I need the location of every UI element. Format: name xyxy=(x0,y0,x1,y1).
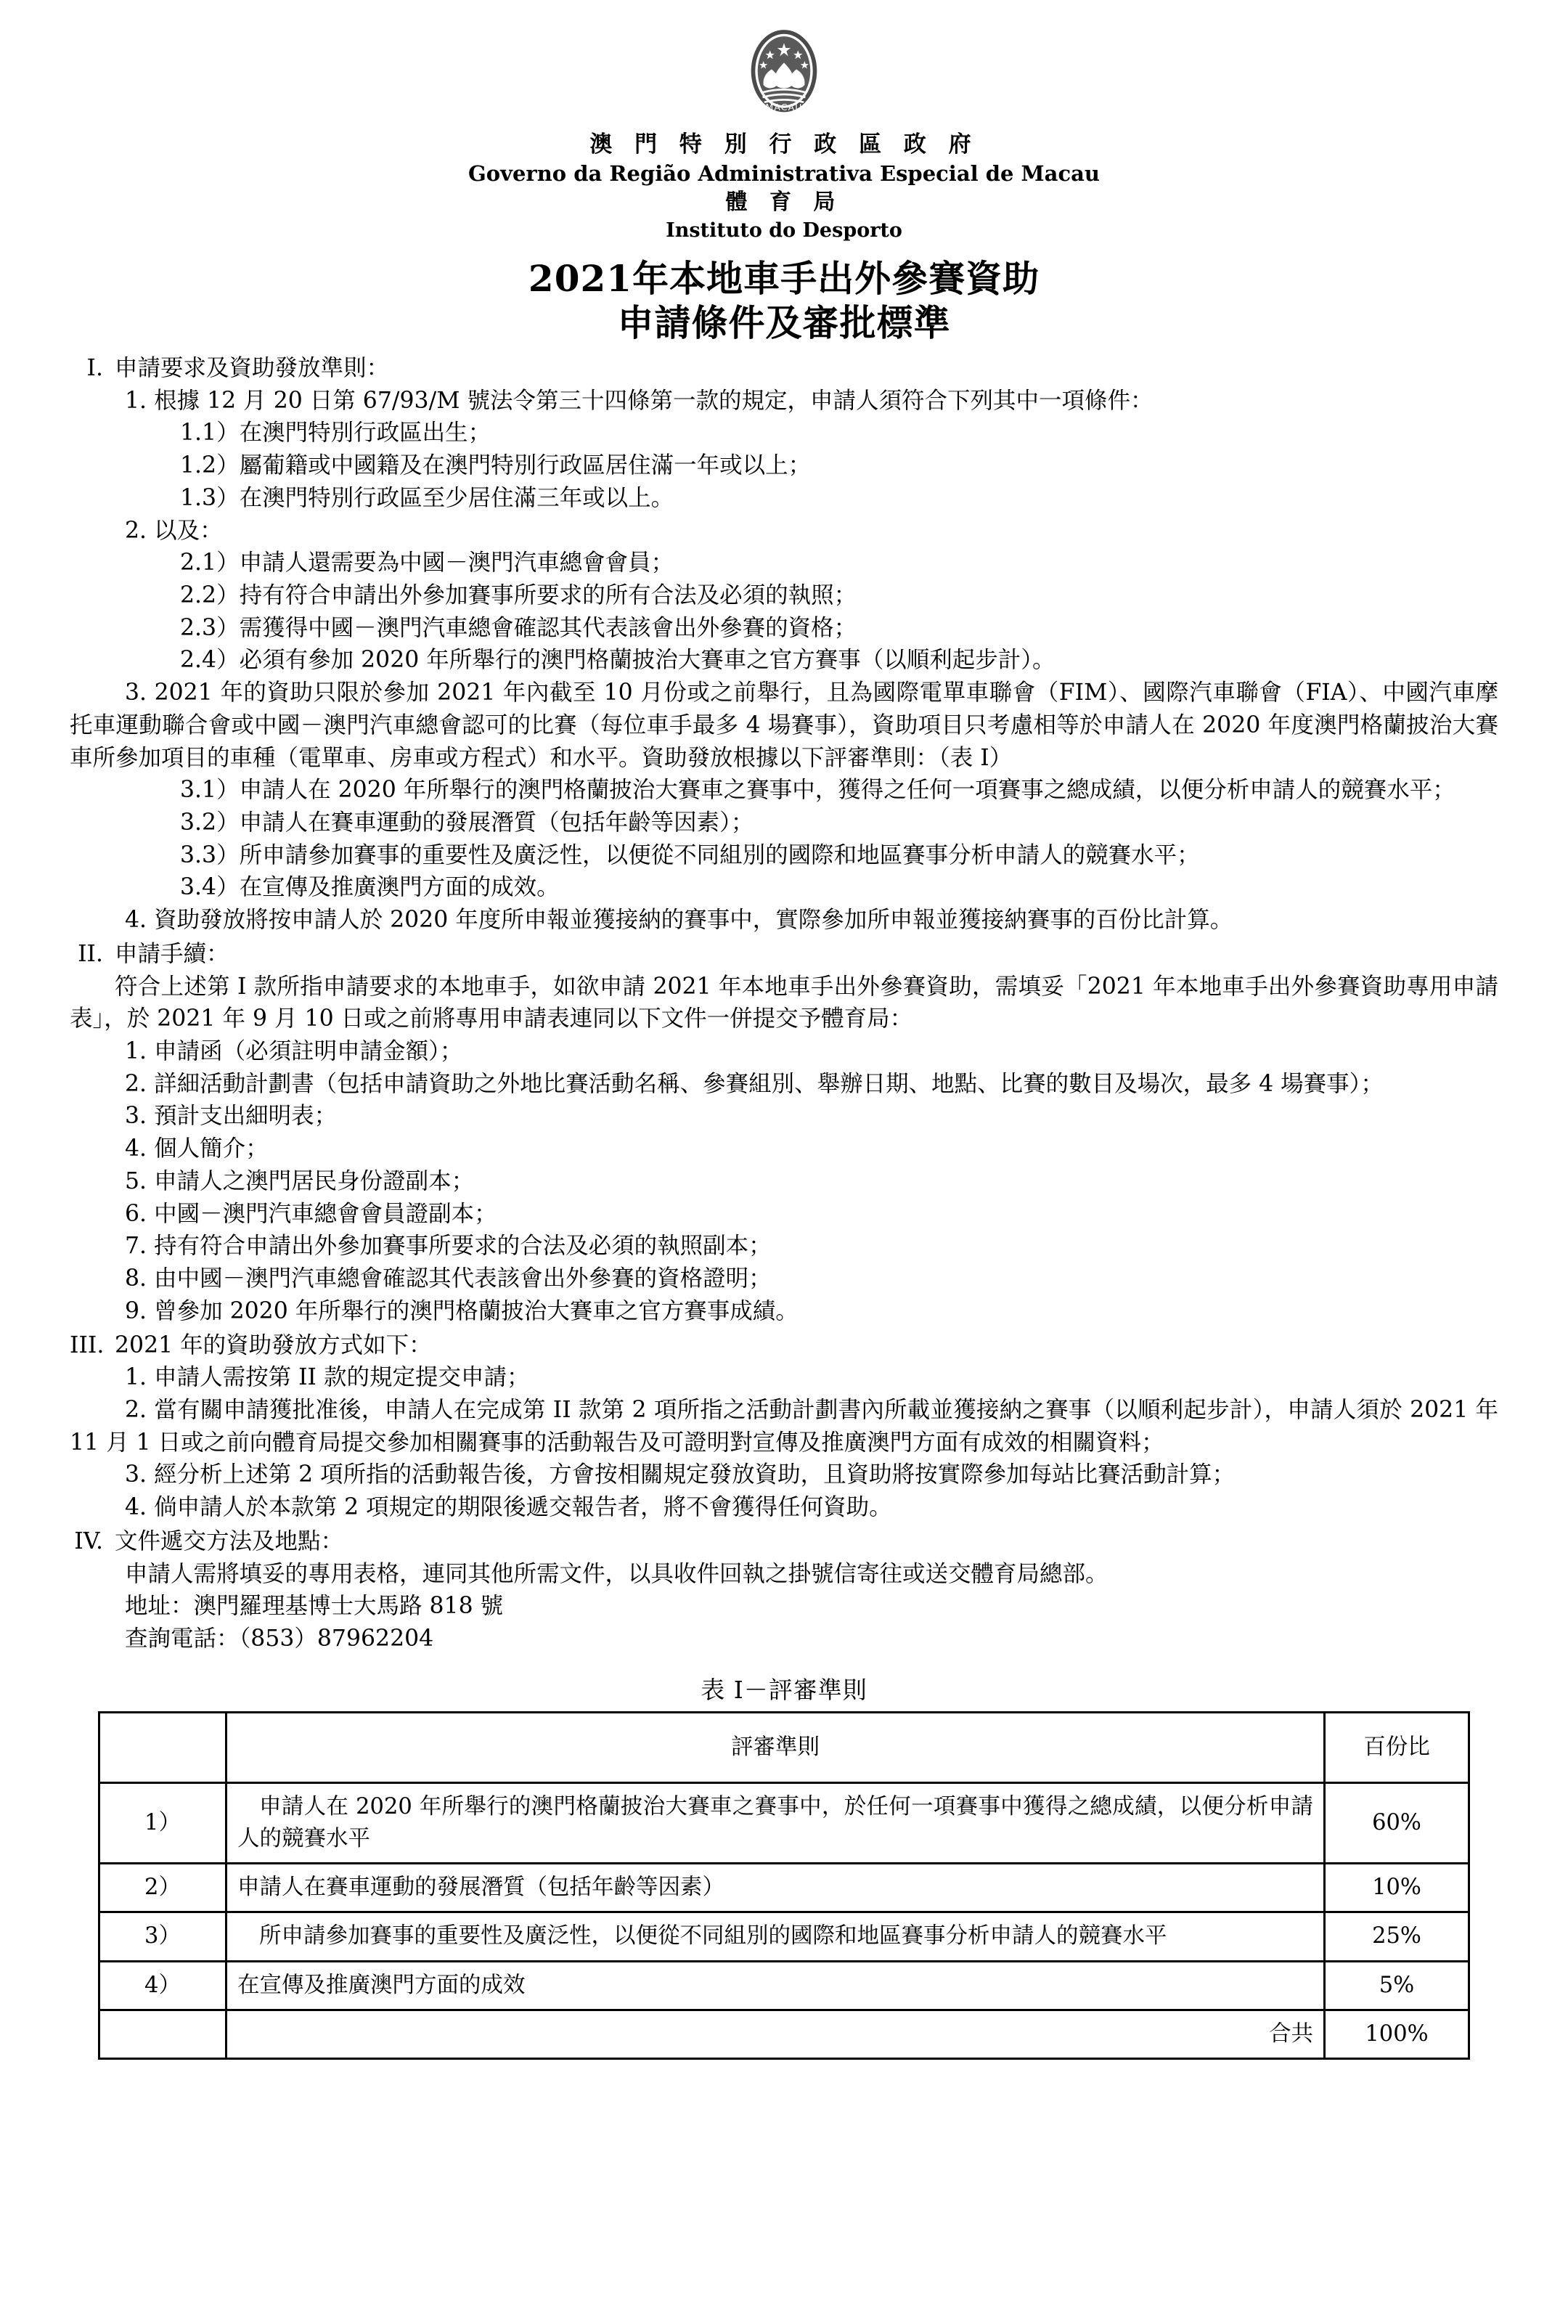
section-2 xyxy=(70,938,1498,971)
total-index-empty xyxy=(99,2010,226,2058)
section-1 xyxy=(70,352,1498,385)
svg-text:MACAU: MACAU xyxy=(765,102,803,113)
section-4-phone: 查詢電話：（853）87962204 xyxy=(125,1625,434,1652)
row-index: 2） xyxy=(99,1864,226,1912)
section-2-heading: 申請手續： xyxy=(115,940,229,967)
row-percent: 25% xyxy=(1325,1912,1469,1961)
section-4-address: 地址：澳門羅理基博士大馬路 818 號 xyxy=(125,1593,504,1620)
section-1-item-2-2: 2.2）持有符合申請出外參加賽事所要求的所有合法及必須的執照； xyxy=(180,582,857,608)
section-3-item-2: 2. 當有關申請獲批准後，申請人在完成第 II 款第 2 項所指之活動計劃書內所載並獲接納之賽事（以順利起步計），申請人須於 2021 年 11 月 1 日或之前向體育局提交參加相關賽事的活動報告及可證明對宣傳及推廣澳門方面有成效的相關資料； xyxy=(70,1396,1498,1456)
department-name-cn: 體 育 局 xyxy=(725,189,843,216)
section-1-item-2-4: 2.4）必須有參加 2020 年所舉行的澳門格蘭披治大賽車之官方賽事（以順利起步計）。 xyxy=(180,647,1055,674)
section-2-doc-9: 9. 曾參加 2020 年所舉行的澳門格蘭披治大賽車之官方賽事成績。 xyxy=(125,1297,799,1324)
table-header-percent: 百份比 xyxy=(1325,1712,1469,1782)
section-3-number: III. xyxy=(70,1332,105,1358)
department-name-pt: Instituto do Desporto xyxy=(666,219,902,242)
section-3-heading: 2021 年的資助發放方式如下： xyxy=(115,1332,432,1358)
section-3-item-3: 3. 經分析上述第 2 項所指的活動報告後，方會按相關規定發放資助，且資助將按實際參加每站比賽活動計算； xyxy=(125,1461,1236,1488)
row-percent: 5% xyxy=(1325,1961,1469,2010)
section-2-intro: 符合上述第 I 款所指申請要求的本地車手，如欲申請 2021 年本地車手出外參賽資助，需填妥「2021 年本地車手出外參賽資助專用申請表」，於 2021 年 9 月 10 日或之前將專用申請表連同以下文件一併提交予體育局： xyxy=(70,973,1498,1032)
section-4-number: IV. xyxy=(74,1528,103,1554)
criteria-table xyxy=(98,1711,1470,2060)
section-2-doc-2: 2. 詳細活動計劃書（包括申請資助之外地比賽活動名稱、參賽組別、舉辦日期、地點、比賽的數目及場次，最多 4 場賽事）； xyxy=(125,1070,1384,1097)
row-criteria: 所申請參加賽事的重要性及廣泛性，以便從不同組別的國際和地區賽事分析申請人的競賽水平 xyxy=(226,1912,1325,1961)
section-2-doc-1: 1. 申請函（必須註明申請金額）； xyxy=(125,1038,463,1065)
row-index: 4） xyxy=(99,1961,226,2010)
section-1-item-1-1: 1.1）在澳門特別行政區出生； xyxy=(180,420,491,447)
section-2-doc-8: 8. 由中國－澳門汽車總會確認其代表該會出外參賽的資格證明； xyxy=(125,1265,772,1292)
document-body xyxy=(70,352,1498,1655)
section-1-item-3-2: 3.2）申請人在賽車運動的發展潛質（包括年齡等因素）； xyxy=(180,810,754,836)
section-1-item-2: 2. 以及： xyxy=(125,517,223,544)
section-3-item-4: 4. 倘申請人於本款第 2 項規定的期限後遞交報告者，將不會獲得任何資助。 xyxy=(125,1494,892,1521)
section-1-item-3-4: 3.4）在宣傳及推廣澳門方面的成效。 xyxy=(180,874,560,901)
section-2-doc-3: 3. 預計支出細明表； xyxy=(125,1103,338,1130)
section-1-item-4: 4. 資助發放將按申請人於 2020 年度所申報並獲接納的賽事中，實際參加所申報並獲接納賽事的百份比計算。 xyxy=(125,907,1233,934)
total-label: 合共 xyxy=(226,2010,1325,2058)
macau-sar-emblem-icon xyxy=(735,23,833,122)
section-1-item-1-2: 1.2）屬葡籍或中國籍及在澳門特別行政區居住滿一年或以上； xyxy=(180,452,812,479)
table-header-row xyxy=(99,1712,1469,1782)
row-criteria: 在宣傳及推廣澳門方面的成效 xyxy=(226,1961,1325,2010)
section-2-doc-6: 6. 中國－澳門汽車總會會員證副本； xyxy=(125,1200,497,1227)
section-3-item-1: 1. 申請人需按第 II 款的規定提交申請； xyxy=(125,1364,530,1391)
section-1-item-2-3: 2.3）需獲得中國－澳門汽車總會確認其代表該會出外參賽的資格； xyxy=(180,614,857,641)
table-total-row xyxy=(99,2010,1469,2058)
section-1-item-2-1: 2.1）申請人還需要為中國－澳門汽車總會會員； xyxy=(180,550,674,576)
document-title xyxy=(70,256,1498,345)
row-percent: 60% xyxy=(1325,1782,1469,1863)
row-percent: 10% xyxy=(1325,1864,1469,1912)
table-row xyxy=(99,1782,1469,1863)
section-1-item-3: 3. 2021 年的資助只限於參加 2021 年內截至 10 月份或之前舉行，且為國際電單車聯會（FIM）、國際汽車聯會（FIA）、中國汽車摩托車運動聯合會或中國－澳門汽車總會認可的比賽（每位車手最多 4 場賽事），資助項目只考慮相等於申請人在 2020 年度澳門格蘭披治大賽車所參加項目的車種（電單車、房車或方程式）和水平。資助發放根據以下評審準則：（表 I） xyxy=(70,680,1498,771)
document-title-line1: 2021年本地車手出外參賽資助 xyxy=(528,256,1040,300)
section-2-doc-4: 4. 個人簡介； xyxy=(125,1136,269,1162)
table-caption: 表 I－評審準則 xyxy=(701,1675,867,1704)
section-2-doc-5: 5. 申請人之澳門居民身份證副本； xyxy=(125,1167,475,1194)
section-1-number: I. xyxy=(86,354,103,381)
row-criteria: 申請人在 2020 年所舉行的澳門格蘭披治大賽車之賽事中，於任何一項賽事中獲得之總成績，以便分析申請人的競賽水平 xyxy=(226,1782,1325,1863)
table-row xyxy=(99,1864,1469,1912)
section-4-intro: 申請人需將填妥的專用表格，連同其他所需文件，以具收件回執之掛號信寄往或送交體育局總部。 xyxy=(125,1560,1108,1587)
section-1-item-1: 1. 根據 12 月 20 日第 67/93/M 號法令第三十四條第一款的規定，申請人須符合下列其中一項條件： xyxy=(125,387,1153,414)
document-title-line2: 申請條件及審批標準 xyxy=(617,301,951,344)
section-1-item-1-3: 1.3）在澳門特別行政區至少居住滿三年或以上。 xyxy=(180,484,674,511)
row-index: 3） xyxy=(99,1912,226,1961)
section-2-number: II. xyxy=(78,940,103,967)
government-name-pt: Governo da Região Administrativa Especial de Macau xyxy=(468,160,1100,186)
total-percent: 100% xyxy=(1325,2010,1469,2058)
table-header-criteria: 評審準則 xyxy=(226,1712,1325,1782)
section-1-heading: 申請要求及資助發放準則： xyxy=(115,354,390,381)
government-name-cn: 澳 門 特 別 行 政 區 政 府 xyxy=(589,131,979,158)
row-criteria: 申請人在賽車運動的發展潛質（包括年齡等因素） xyxy=(226,1864,1325,1912)
section-2-doc-7: 7. 持有符合申請出外參加賽事所要求的合法及必須的執照副本； xyxy=(125,1233,772,1260)
section-4-heading: 文件遞交方法及地點： xyxy=(115,1528,344,1554)
section-3 xyxy=(70,1329,1498,1362)
table-row xyxy=(99,1961,1469,2010)
table-row xyxy=(99,1912,1469,1961)
row-index: 1） xyxy=(99,1782,226,1863)
section-1-item-3-1: 3.1）申請人在 2020 年所舉行的澳門格蘭披治大賽車之賽事中，獲得之任何一項賽事之總成績，以便分析申請人的競賽水平； xyxy=(180,777,1455,804)
section-4 xyxy=(70,1525,1498,1558)
table-header-index xyxy=(99,1712,226,1782)
section-1-item-3-3: 3.3）所申請參加賽事的重要性及廣泛性，以便從不同組別的國際和地區賽事分析申請人的競賽水平； xyxy=(180,841,1200,868)
letterhead xyxy=(70,23,1498,243)
